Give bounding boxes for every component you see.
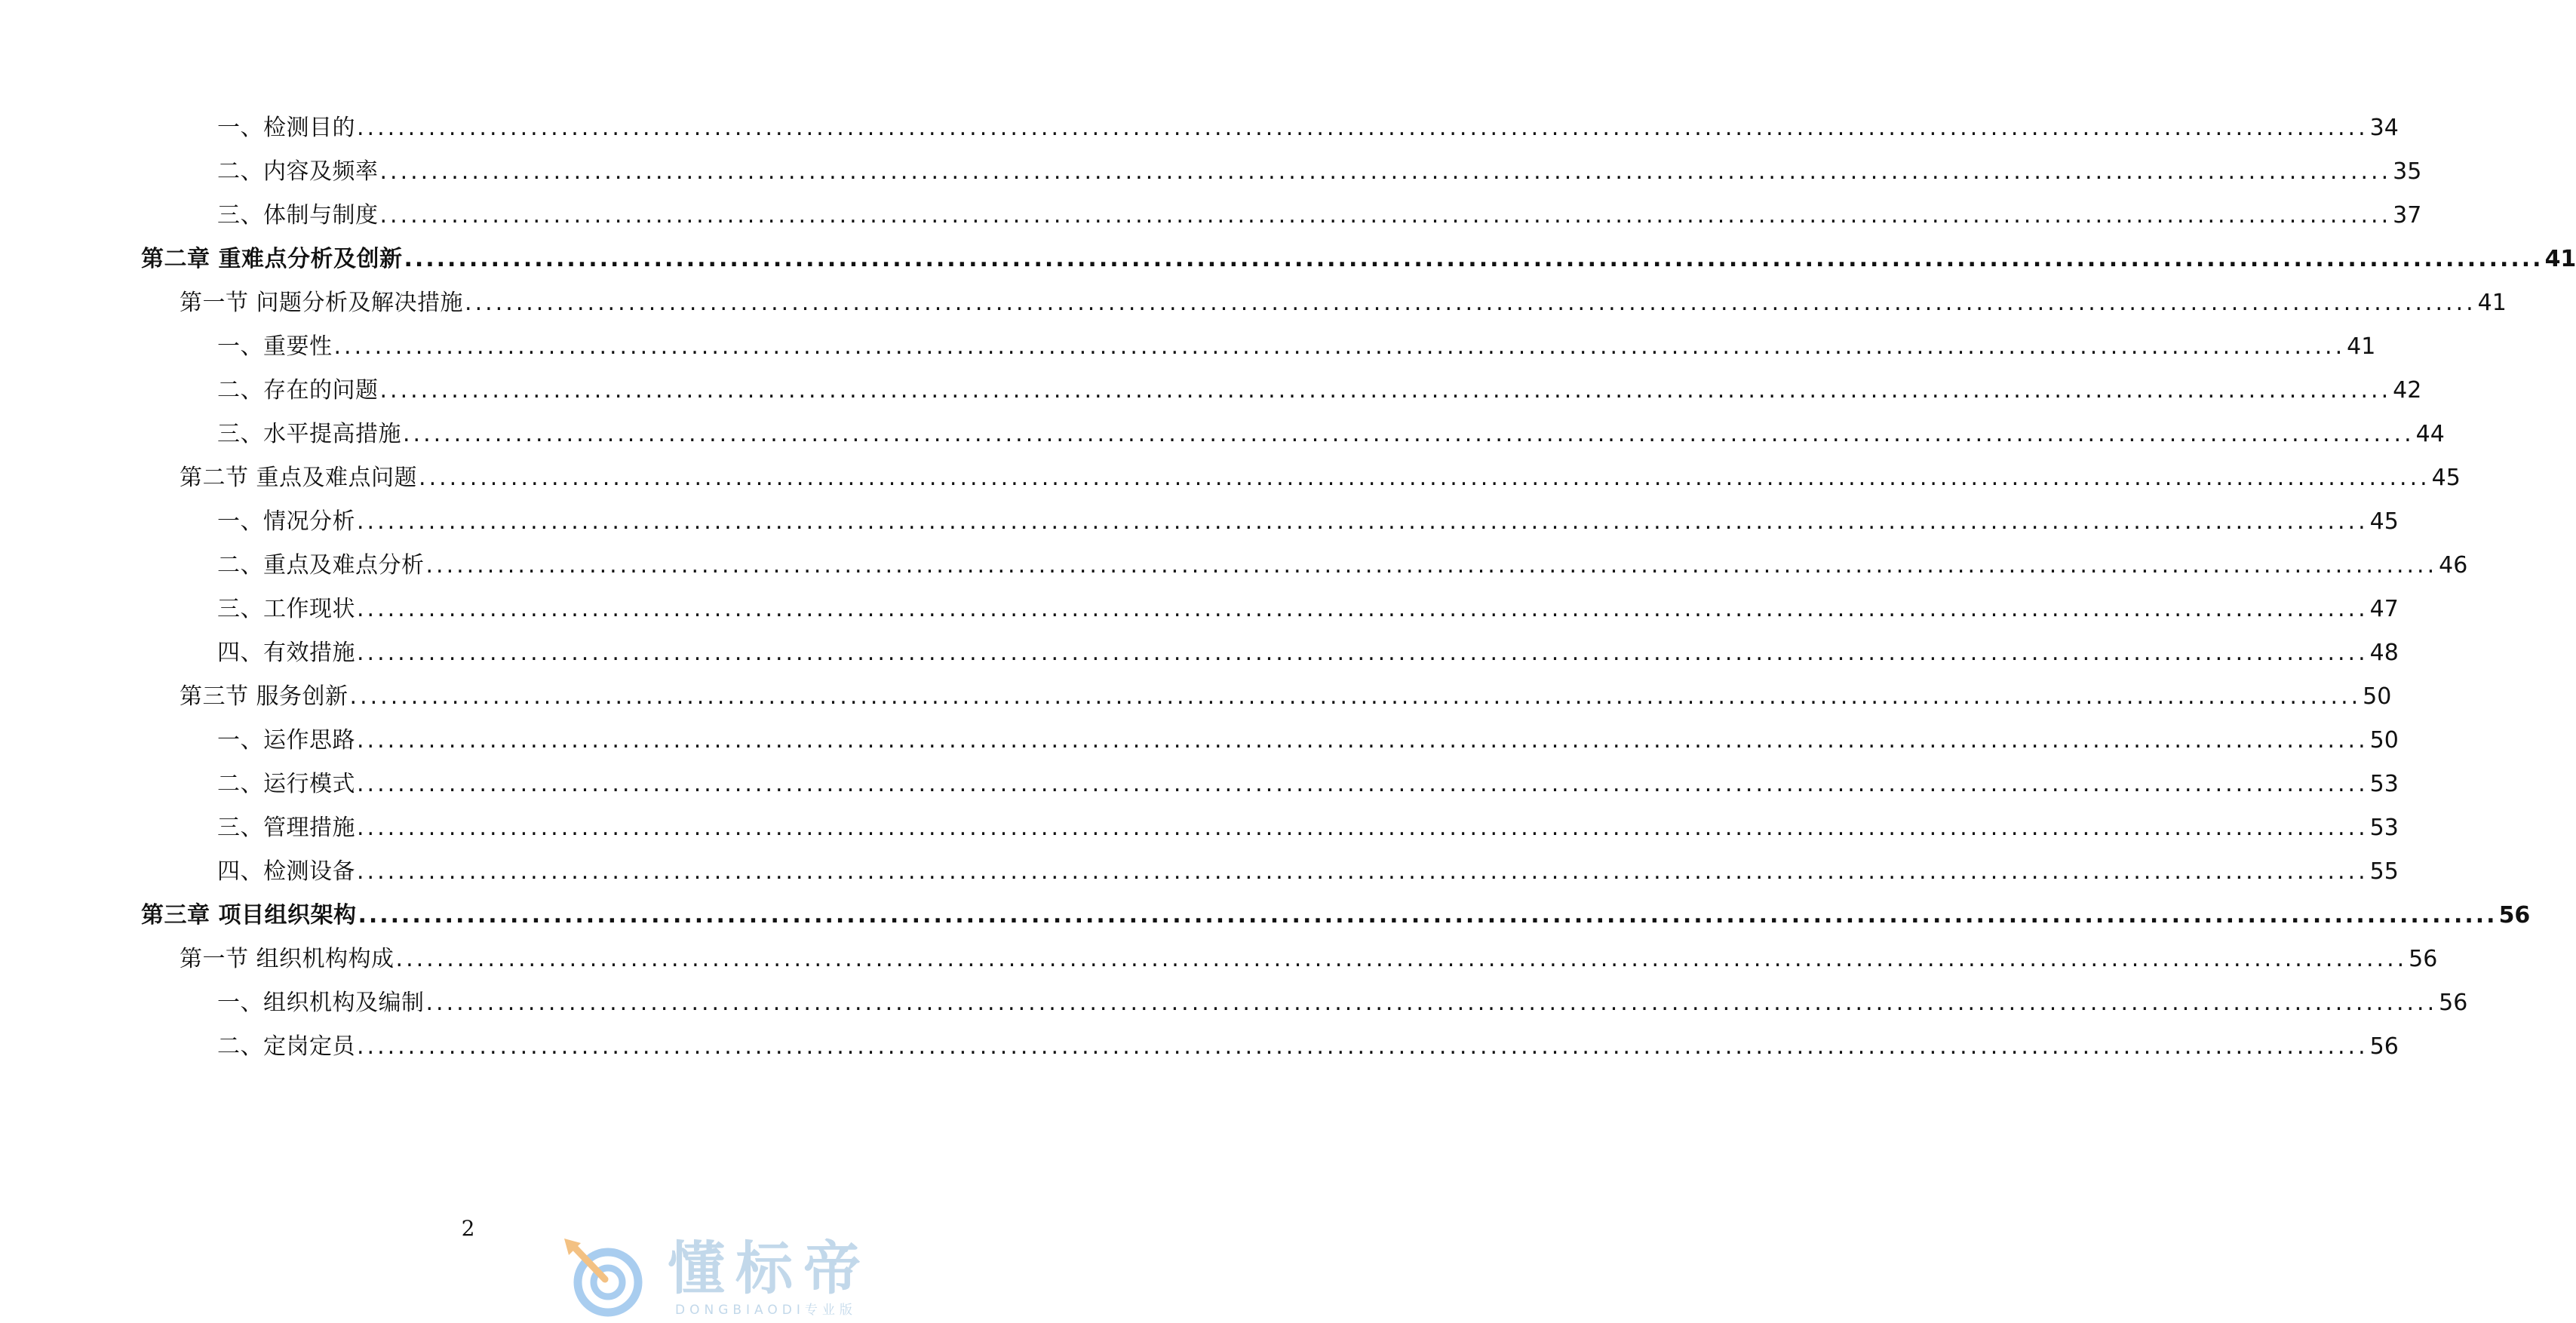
toc-entry[interactable] bbox=[217, 507, 2399, 537]
toc-leader: ..................................................................................................................................................................................................... bbox=[357, 858, 2369, 885]
page-number: 2 bbox=[461, 1216, 475, 1241]
toc-leader: ..................................................................................................................................................................................................... bbox=[419, 465, 2430, 491]
toc-entry-label: 二、内容及频率 bbox=[217, 158, 379, 185]
toc-entry-label: 第一节 问题分析及解决措施 bbox=[180, 290, 464, 316]
toc-entry[interactable] bbox=[217, 813, 2399, 843]
toc-leader: ..................................................................................................................................................................................................... bbox=[379, 377, 2392, 404]
toc-entry[interactable] bbox=[217, 113, 2399, 143]
toc-entry-page: 48 bbox=[2369, 640, 2399, 666]
toc-entry-page: 50 bbox=[2363, 683, 2392, 710]
toc-section[interactable] bbox=[180, 288, 2507, 318]
toc-chapter[interactable] bbox=[141, 901, 2531, 931]
toc-leader: ..................................................................................................................................................................................................... bbox=[357, 115, 2369, 141]
toc-entry-page: 56 bbox=[2369, 1033, 2399, 1060]
toc-entry-page: 41 bbox=[2477, 290, 2507, 316]
toc-entry-label: 二、运行模式 bbox=[217, 771, 355, 797]
toc-entry[interactable] bbox=[217, 376, 2422, 406]
toc-leader: ..................................................................................................................................................................................................... bbox=[357, 1033, 2369, 1060]
toc-entry[interactable] bbox=[217, 726, 2399, 756]
toc-entry-page: 44 bbox=[2415, 421, 2445, 447]
toc-leader: ..................................................................................................................................................................................................... bbox=[357, 640, 2369, 666]
toc-leader: ..................................................................................................................................................................................................... bbox=[357, 508, 2369, 535]
toc-entry[interactable] bbox=[217, 988, 2468, 1018]
toc-entry-label: 一、重要性 bbox=[217, 333, 333, 360]
toc-leader: ..................................................................................................................................................................................................... bbox=[425, 552, 2438, 579]
toc-leader: ..................................................................................................................................................................................................... bbox=[379, 202, 2392, 229]
toc-entry-page: 47 bbox=[2369, 596, 2399, 622]
toc-leader: ..................................................................................................................................................................................................... bbox=[357, 815, 2369, 841]
toc-entry[interactable] bbox=[217, 201, 2422, 231]
toc-entry[interactable] bbox=[217, 638, 2399, 668]
toc-chapter[interactable] bbox=[141, 244, 2576, 275]
toc-entry-page: 56 bbox=[2498, 902, 2531, 929]
toc-entry-label: 二、重点及难点分析 bbox=[217, 552, 425, 579]
toc-entry-label: 第二章 重难点分析及创新 bbox=[141, 246, 403, 272]
toc-entry-page: 53 bbox=[2369, 815, 2399, 841]
toc-entry-page: 46 bbox=[2439, 552, 2468, 579]
toc-entry[interactable] bbox=[217, 769, 2399, 800]
toc-entry-label: 一、检测目的 bbox=[217, 115, 355, 141]
toc-section[interactable] bbox=[180, 944, 2438, 975]
toc-entry-label: 三、管理措施 bbox=[217, 815, 355, 841]
toc-entry[interactable] bbox=[217, 551, 2468, 581]
toc-leader: ..................................................................................................................................................................................................... bbox=[357, 596, 2369, 622]
toc-entry-page: 56 bbox=[2409, 946, 2438, 972]
toc-leader: ..................................................................................................................................................................................................... bbox=[357, 727, 2369, 754]
toc-entry-label: 二、存在的问题 bbox=[217, 377, 379, 404]
toc-entry[interactable] bbox=[217, 157, 2422, 187]
watermark-subtitle: DONGBIAODI专业版 bbox=[675, 1303, 857, 1318]
toc-entry-page: 56 bbox=[2439, 990, 2468, 1016]
toc-section[interactable] bbox=[180, 463, 2461, 493]
toc-entry-page: 35 bbox=[2393, 158, 2422, 185]
toc-leader: ..................................................................................................................................................................................................... bbox=[465, 290, 2476, 316]
watermark-brand-name: 懂标帝 bbox=[668, 1235, 871, 1302]
toc-entry[interactable] bbox=[217, 1032, 2399, 1062]
toc-leader: ..................................................................................................................................................................................................... bbox=[379, 158, 2392, 185]
toc-entry-page: 45 bbox=[2431, 465, 2461, 491]
toc-entry-label: 第三节 服务创新 bbox=[180, 683, 348, 710]
toc-leader: ..................................................................................................................................................................................................... bbox=[333, 333, 2346, 360]
toc-leader: ..................................................................................................................................................................................................... bbox=[349, 683, 2362, 710]
toc-entry-page: 55 bbox=[2369, 858, 2399, 885]
toc-entry-label: 三、体制与制度 bbox=[217, 202, 379, 229]
toc-entry-label: 三、水平提高措施 bbox=[217, 421, 401, 447]
toc-entry-page: 45 bbox=[2369, 508, 2399, 535]
toc-entry-label: 第三章 项目组织架构 bbox=[141, 902, 357, 929]
toc-entry-page: 50 bbox=[2369, 727, 2399, 754]
toc-leader: ..................................................................................................................................................................................................... bbox=[358, 902, 2498, 929]
toc-entry-page: 53 bbox=[2369, 771, 2399, 797]
toc-entry-label: 四、有效措施 bbox=[217, 640, 355, 666]
toc-leader: ..................................................................................................................................................................................................... bbox=[357, 771, 2369, 797]
toc-entry-page: 42 bbox=[2393, 377, 2422, 404]
toc-entry[interactable] bbox=[217, 594, 2399, 625]
toc-entry-label: 四、检测设备 bbox=[217, 858, 355, 885]
toc-entry[interactable] bbox=[217, 332, 2376, 362]
toc-entry[interactable] bbox=[217, 419, 2445, 450]
target-arrow-icon bbox=[558, 1237, 656, 1318]
toc-leader: ..................................................................................................................................................................................................... bbox=[425, 990, 2438, 1016]
watermark bbox=[558, 1237, 920, 1318]
toc-entry-label: 第一节 组织机构构成 bbox=[180, 946, 395, 972]
toc-entry-page: 37 bbox=[2393, 202, 2422, 229]
toc-entry-label: 二、定岗定员 bbox=[217, 1033, 355, 1060]
toc-entry-label: 第二节 重点及难点问题 bbox=[180, 465, 418, 491]
toc-section[interactable] bbox=[180, 682, 2392, 712]
toc-leader: ..................................................................................................................................................................................................... bbox=[403, 421, 2415, 447]
toc-entry-label: 三、工作现状 bbox=[217, 596, 355, 622]
toc-entry-label: 一、组织机构及编制 bbox=[217, 990, 425, 1016]
toc-entry-label: 一、情况分析 bbox=[217, 508, 355, 535]
toc-entry[interactable] bbox=[217, 857, 2399, 887]
toc-entry-page: 34 bbox=[2369, 115, 2399, 141]
toc-leader: ..................................................................................................................................................................................................... bbox=[404, 246, 2544, 272]
toc-leader: ..................................................................................................................................................................................................... bbox=[395, 946, 2408, 972]
toc-entry-page: 41 bbox=[2544, 246, 2576, 272]
toc-entry-page: 41 bbox=[2347, 333, 2376, 360]
toc-entry-label: 一、运作思路 bbox=[217, 727, 355, 754]
